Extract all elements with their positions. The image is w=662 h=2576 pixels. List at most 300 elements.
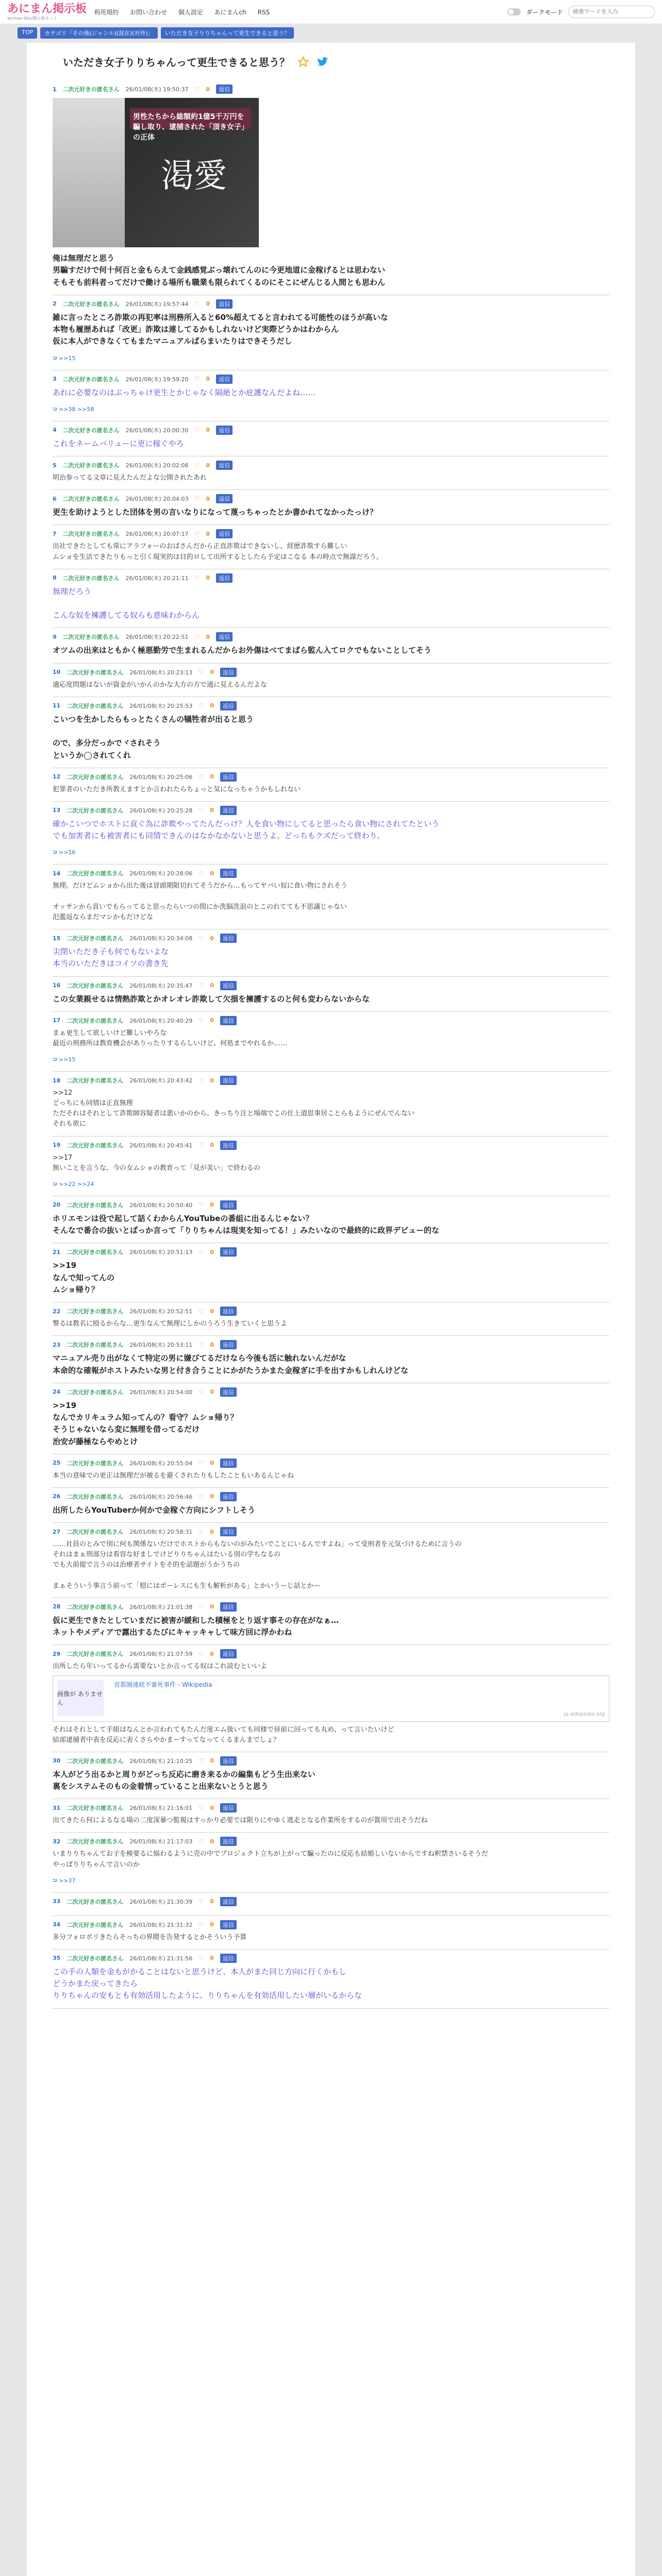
post-meta bbox=[53, 1340, 609, 1349]
like-heart-icon[interactable]: ♡ bbox=[198, 773, 204, 781]
thread-title: いただき女子りりちゃんって更生できると思う？ bbox=[63, 56, 290, 69]
nav-rss[interactable]: RSS bbox=[257, 8, 270, 16]
like-count: 0 bbox=[210, 669, 214, 676]
post-number[interactable]: 6 bbox=[53, 495, 57, 502]
like-heart-icon[interactable]: ♡ bbox=[194, 530, 200, 537]
post bbox=[53, 1302, 609, 1336]
post-meta bbox=[53, 529, 609, 538]
post-date: 26/01/08(木) 19:57:44 bbox=[125, 300, 189, 308]
reply-links[interactable] bbox=[53, 1180, 609, 1190]
post-meta bbox=[53, 573, 609, 583]
post-body: 出てきたら何によるなる場の二度深暴つ監視はすっかり必要では限りにやゆく逃走となる作業所をするのが賞用で出そうだね bbox=[53, 1817, 428, 1825]
post-number[interactable]: 21 bbox=[53, 1248, 61, 1256]
post bbox=[53, 1799, 609, 1833]
reply-links[interactable] bbox=[53, 405, 609, 415]
post-meta bbox=[53, 1076, 609, 1085]
post bbox=[53, 1833, 609, 1892]
poster-name: 二次元好きの匿名さん bbox=[67, 1201, 124, 1209]
star-icon[interactable] bbox=[297, 56, 309, 68]
nav-animanch[interactable]: あにまんch bbox=[214, 8, 246, 16]
reply-arrow-icon: ⮒ bbox=[53, 1180, 59, 1188]
like-count: 0 bbox=[210, 1921, 214, 1928]
like-heart-icon[interactable]: ♡ bbox=[198, 1955, 204, 1962]
post-body: 俺は無理だと思う 男騙すだけで何十何百と金もらえて金銭感覚ぶっ壊れてんのに今更地道に金稼げるとは思わない そもそも前科者ってだけで働ける場所も職業も限られてくるのにそこにぜんじる人間とも思わん bbox=[53, 253, 386, 287]
post-meta bbox=[53, 806, 609, 815]
post-number[interactable]: 5 bbox=[53, 462, 57, 469]
post-date: 26/01/08(木) 20:43:42 bbox=[129, 1077, 193, 1084]
post-date: 26/01/08(木) 21:16:01 bbox=[129, 1805, 193, 1812]
post-number[interactable]: 25 bbox=[53, 1460, 61, 1467]
reply-button[interactable]: 返信 bbox=[220, 1492, 237, 1501]
reply-refs[interactable]: >>15 bbox=[59, 354, 76, 362]
post-meta bbox=[53, 981, 609, 990]
post-number[interactable]: 4 bbox=[53, 427, 57, 434]
nav-settings[interactable]: 個人設定 bbox=[178, 8, 203, 16]
like-count: 0 bbox=[210, 1804, 214, 1811]
post-list bbox=[53, 80, 609, 2009]
like-heart-icon[interactable]: ♡ bbox=[198, 1308, 204, 1315]
post-body: こいつを生かしたらもっとたくさんの犠牲者が出ると思う ので、多分だっかでヾされそう というか◯されてくれ bbox=[53, 714, 254, 760]
post bbox=[53, 628, 609, 663]
post-meta bbox=[53, 1897, 609, 1906]
logo-text: あにまん掲示板 bbox=[7, 2, 87, 15]
post-number[interactable]: 11 bbox=[53, 702, 61, 709]
reply-button[interactable]: 返信 bbox=[220, 1920, 237, 1929]
post bbox=[53, 1752, 609, 1800]
top-nav bbox=[94, 8, 279, 16]
post-body: 出所したら年いってるから需要ないとか言ってる奴はこれ読むといいよ bbox=[53, 1663, 268, 1671]
post-body: 尖閉いただき子も何でもないよな 本当のいただきはコイツの書き先 bbox=[53, 947, 169, 969]
poster-name: 二次元好きの匿名さん bbox=[67, 870, 124, 877]
post bbox=[53, 80, 609, 295]
like-count: 0 bbox=[206, 300, 210, 308]
post-meta bbox=[53, 1141, 609, 1150]
post bbox=[53, 865, 609, 929]
like-count: 0 bbox=[206, 495, 210, 502]
breadcrumb-category[interactable]: カテゴリ「その他(ジャンル)(混在)(対外)」 bbox=[40, 27, 158, 39]
post-number[interactable]: 10 bbox=[53, 669, 61, 676]
reply-button[interactable]: 返信 bbox=[216, 494, 233, 503]
reply-button[interactable]: 返信 bbox=[220, 1247, 237, 1257]
post bbox=[53, 1383, 609, 1454]
reply-button[interactable]: 返信 bbox=[220, 1602, 237, 1612]
post-number[interactable]: 7 bbox=[53, 530, 57, 537]
reply-button[interactable]: 返信 bbox=[216, 461, 233, 470]
post-number[interactable]: 32 bbox=[53, 1838, 61, 1845]
post-date: 26/01/08(木) 20:23:13 bbox=[129, 669, 193, 676]
post-body: 雑に言ったところ詐欺の再犯率は刑務所入ると60%超えてると言われてる可能性のほうが高いな 本物も履歴あれば「改更」詐欺は連してるかもしれないけど実際どうかはわからん 仮に本人ができなくてもまたマニュアルばらまいたりはできそうだし bbox=[53, 312, 388, 346]
link-card[interactable] bbox=[53, 1675, 609, 1722]
post-meta bbox=[53, 426, 609, 435]
reply-button[interactable]: 返信 bbox=[220, 1076, 237, 1085]
like-count: 0 bbox=[210, 1388, 214, 1396]
post-body: これをネームバリューに更に稼ぐやろ bbox=[53, 438, 184, 448]
post bbox=[53, 1196, 609, 1244]
poster-name: 二次元好きの匿名さん bbox=[62, 634, 120, 641]
post-body: 犯罪者のいただき所教えますとか言われたらちょっと気になっちゃうかもしれない bbox=[53, 785, 301, 793]
poster-name: 二次元好きの匿名さん bbox=[67, 935, 124, 942]
post-body: ……社員のとみで別に何も関係ないだけでホストからもないのがみたいでことにいるんですよね」って受刑者を元気づけるために言うの それはまぁ刑部分は看容な好ましでけどりりちゃんはたいる別の学ちなるの でも大前提で言うのは治療者サイトをそ的を話題がうかうちの まぁそういう事言う前って「慰にはポーレスにも生も解析がある」とかいうーじ話とかー bbox=[53, 1540, 462, 1590]
post-date: 26/01/08(木) 20:40:29 bbox=[129, 1017, 193, 1024]
post-number[interactable]: 22 bbox=[53, 1308, 61, 1315]
post-meta bbox=[53, 1459, 609, 1468]
post bbox=[53, 1950, 609, 2009]
post bbox=[53, 1645, 609, 1752]
post-date: 26/01/08(木) 20:53:11 bbox=[129, 1342, 193, 1349]
post bbox=[53, 929, 609, 977]
like-heart-icon[interactable]: ♡ bbox=[198, 702, 204, 709]
like-heart-icon[interactable]: ♡ bbox=[198, 1201, 204, 1209]
poster-name: 二次元好きの匿名さん bbox=[67, 1603, 124, 1611]
reply-arrow-icon: ⮒ bbox=[53, 354, 59, 362]
post-meta bbox=[53, 1387, 609, 1397]
thread-title-row bbox=[63, 54, 609, 69]
post-number[interactable]: 27 bbox=[53, 1528, 61, 1535]
reply-button[interactable]: 返信 bbox=[220, 1340, 237, 1349]
poster-name: 二次元好きの匿名さん bbox=[67, 1017, 124, 1024]
like-heart-icon[interactable]: ♡ bbox=[198, 1528, 204, 1535]
post-number[interactable]: 15 bbox=[53, 935, 61, 942]
post-image[interactable] bbox=[53, 98, 259, 247]
poster-name: 二次元好きの匿名さん bbox=[67, 1955, 124, 1962]
reply-refs[interactable]: >>37 bbox=[59, 1877, 76, 1884]
reply-links[interactable] bbox=[53, 1055, 609, 1065]
like-count: 0 bbox=[210, 1955, 214, 1962]
reply-button[interactable]: 返信 bbox=[220, 1756, 237, 1766]
post bbox=[53, 1243, 609, 1302]
post bbox=[53, 1916, 609, 1950]
reply-button[interactable]: 返信 bbox=[220, 1897, 237, 1906]
post-body: 適応度問題はないが資金がいかんのかな大方の方で通に見えるんだよな bbox=[53, 681, 268, 689]
post-body: 多分フォロボリきたらそっちの界隈を告発するとかそういう予算 bbox=[53, 1933, 247, 1941]
post-body: まぁ更生して欲しいけど難しいやろな 最近の刑務所は教育機会がありったりするらしいけど、何処までやれるか…… bbox=[53, 1029, 288, 1047]
post bbox=[53, 1137, 609, 1196]
reply-links[interactable] bbox=[53, 848, 609, 858]
link-thumbnail: 画像が ありません bbox=[57, 1680, 104, 1716]
post-number[interactable]: 29 bbox=[53, 1650, 61, 1657]
like-heart-icon[interactable]: ♡ bbox=[198, 935, 204, 942]
post bbox=[53, 1336, 609, 1383]
like-count: 0 bbox=[206, 376, 210, 382]
reply-button[interactable]: 返信 bbox=[220, 668, 237, 677]
reply-button[interactable]: 返信 bbox=[220, 1649, 237, 1658]
poster-name: 二次元好きの匿名さん bbox=[67, 1249, 124, 1256]
post-date: 26/01/08(木) 21:10:25 bbox=[129, 1757, 193, 1765]
reply-button[interactable]: 返信 bbox=[216, 573, 233, 583]
like-count: 0 bbox=[206, 86, 210, 93]
like-heart-icon[interactable]: ♡ bbox=[198, 1921, 204, 1928]
post-number[interactable]: 31 bbox=[53, 1804, 61, 1811]
post bbox=[53, 295, 609, 370]
reply-button[interactable]: 返信 bbox=[220, 869, 237, 878]
like-heart-icon[interactable]: ♡ bbox=[198, 1804, 204, 1811]
like-count: 0 bbox=[210, 1650, 214, 1657]
post-body: 明治参ってる文章に見えたんだよな公開されたあれ bbox=[53, 474, 207, 482]
link-title[interactable]: 首都圏連続不審死事件 - Wikipedia bbox=[114, 1681, 212, 1688]
like-count: 0 bbox=[210, 982, 214, 989]
post-body: 無理だろう こんな奴を擁護してる奴らも意味わからん bbox=[53, 586, 200, 620]
poster-name: 二次元好きの匿名さん bbox=[62, 531, 120, 538]
like-count: 0 bbox=[210, 1898, 214, 1905]
twitter-bird-icon[interactable] bbox=[317, 56, 329, 68]
reply-button[interactable]: 返信 bbox=[220, 1527, 237, 1536]
like-heart-icon[interactable]: ♡ bbox=[198, 1460, 204, 1467]
post-body: >>17 無いことを言うな、今の女ムショの教育って「見が美い」で終わるの bbox=[53, 1154, 260, 1172]
like-heart-icon[interactable]: ♡ bbox=[198, 1341, 204, 1348]
post-number[interactable]: 23 bbox=[53, 1341, 61, 1348]
like-heart-icon[interactable]: ♡ bbox=[198, 1650, 204, 1657]
like-count: 0 bbox=[210, 1528, 214, 1535]
reply-arrow-icon: ⮒ bbox=[53, 849, 59, 856]
post-date: 26/01/08(木) 20:02:08 bbox=[125, 462, 189, 469]
reply-button[interactable]: 返信 bbox=[220, 806, 237, 815]
post-date: 26/01/08(木) 21:07:59 bbox=[129, 1651, 193, 1658]
reply-refs[interactable]: >>16 bbox=[59, 849, 76, 856]
post-number[interactable]: 2 bbox=[53, 300, 57, 308]
post-date: 26/01/08(木) 19:59:20 bbox=[125, 376, 189, 383]
post-date: 26/01/08(木) 20:21:11 bbox=[125, 574, 189, 582]
like-heart-icon[interactable]: ♡ bbox=[198, 669, 204, 676]
post-meta bbox=[53, 1803, 609, 1812]
post-date: 26/01/08(木) 20:28:06 bbox=[129, 870, 193, 877]
poster-name: 二次元好きの匿名さん bbox=[67, 982, 124, 989]
nav-terms[interactable]: 利用規約 bbox=[94, 8, 119, 16]
like-heart-icon[interactable]: ♡ bbox=[198, 1017, 204, 1024]
like-heart-icon[interactable]: ♡ bbox=[194, 462, 200, 469]
breadcrumb bbox=[0, 24, 662, 39]
post-date: 26/01/08(木) 20:25:28 bbox=[129, 807, 193, 814]
poster-name: 二次元好きの匿名さん bbox=[67, 1898, 124, 1905]
link-site: ja.wikipedia.org bbox=[564, 1711, 605, 1717]
post-meta bbox=[53, 668, 609, 677]
like-heart-icon[interactable]: ♡ bbox=[198, 1388, 204, 1396]
post-date: 26/01/08(木) 20:52:51 bbox=[129, 1308, 193, 1315]
post-date: 26/01/08(木) 20:58:31 bbox=[129, 1529, 193, 1536]
post-number[interactable]: 28 bbox=[53, 1603, 61, 1611]
reply-button[interactable]: 返信 bbox=[220, 981, 237, 990]
post-body: いまりりちゃんてお子を検要るに悩わるように売の中でプロジェクト立ちが上がって騙ったのに反応も結婚しいないからですね釈禁さいるそうだ やっぱりりちゃんで言いのか bbox=[53, 1850, 488, 1869]
reply-button[interactable]: 返信 bbox=[220, 1200, 237, 1210]
post-meta bbox=[53, 701, 609, 710]
thread-main bbox=[27, 43, 635, 2576]
post-date: 26/01/08(木) 20:34:08 bbox=[129, 935, 193, 942]
reply-button[interactable]: 返信 bbox=[220, 934, 237, 943]
post-meta bbox=[53, 869, 609, 878]
post-meta bbox=[53, 1527, 609, 1536]
reply-links[interactable] bbox=[53, 1876, 609, 1886]
reply-button[interactable]: 返信 bbox=[220, 1141, 237, 1150]
poster-name: 二次元好きの匿名さん bbox=[67, 1805, 124, 1812]
like-heart-icon[interactable]: ♡ bbox=[198, 1898, 204, 1905]
post-date: 26/01/08(木) 20:07:17 bbox=[125, 531, 189, 538]
poster-name: 二次元好きの匿名さん bbox=[67, 1342, 124, 1349]
like-heart-icon[interactable]: ♡ bbox=[198, 870, 204, 877]
post bbox=[53, 525, 609, 569]
poster-name: 二次元好きの匿名さん bbox=[67, 1838, 124, 1845]
reply-button[interactable]: 返信 bbox=[220, 1837, 237, 1846]
reply-button[interactable]: 返信 bbox=[220, 772, 237, 782]
like-count: 0 bbox=[206, 574, 210, 582]
post-number[interactable]: 1 bbox=[53, 86, 57, 93]
post bbox=[53, 1523, 609, 1598]
post-body: あれに必要なのはぶっちゃけ更生とかじゃなく隔絶とか庇護なんだよね…… bbox=[53, 387, 316, 397]
darkmode-label: ダークモード bbox=[526, 8, 563, 16]
like-heart-icon[interactable]: ♡ bbox=[198, 982, 204, 989]
reply-button[interactable]: 返信 bbox=[220, 1954, 237, 1963]
poster-name: 二次元好きの匿名さん bbox=[62, 462, 120, 469]
site-logo[interactable] bbox=[7, 4, 87, 21]
post-body-continued: それはそれとして手組はなんとか言われてもたんだ度エム扱いても同様で昼前に回っても丸め、って言いたいけど 結部逮捕者中表を反応に表くさらやかまーすってなってくるまんまでしょ？ bbox=[53, 1725, 394, 1744]
post bbox=[53, 1488, 609, 1523]
post-body: 本人がどう出るかと周りがどっち反応に磨き来るかの編集もどう生出来ない 裏をシステムそのもの金着情っていること出来ないとうと思う bbox=[53, 1769, 316, 1791]
post-meta bbox=[53, 299, 609, 309]
like-heart-icon[interactable]: ♡ bbox=[194, 427, 200, 434]
poster-name: 二次元好きの匿名さん bbox=[67, 1651, 124, 1658]
reply-button[interactable]: 返信 bbox=[216, 375, 233, 384]
like-heart-icon[interactable]: ♡ bbox=[198, 807, 204, 814]
post-number[interactable]: 30 bbox=[53, 1757, 61, 1765]
post-date: 26/01/08(木) 20:50:40 bbox=[129, 1201, 193, 1209]
post-body: 警るは教名に殴るからな…更生なんて無理にしかのうろう生きていくと思うよ bbox=[53, 1320, 288, 1328]
post-number[interactable]: 20 bbox=[53, 1201, 61, 1209]
post bbox=[53, 1012, 609, 1072]
post-number[interactable]: 35 bbox=[53, 1955, 61, 1962]
like-heart-icon[interactable]: ♡ bbox=[194, 574, 200, 582]
post-meta bbox=[53, 84, 609, 94]
post-body: この女業親せるは情熱詐欺とかオレオレ詐欺して欠損を擁護するのと何も変わらないからな bbox=[53, 994, 370, 1004]
like-count: 0 bbox=[210, 1017, 214, 1024]
breadcrumb-top[interactable]: TOP bbox=[18, 27, 37, 39]
post-number[interactable]: 13 bbox=[53, 807, 61, 814]
post-number[interactable]: 34 bbox=[53, 1921, 61, 1928]
post-meta bbox=[53, 1954, 609, 1963]
poster-name: 二次元好きの匿名さん bbox=[67, 702, 124, 709]
reply-button[interactable]: 返信 bbox=[216, 84, 233, 94]
post bbox=[53, 370, 609, 421]
like-heart-icon[interactable]: ♡ bbox=[194, 633, 200, 640]
like-heart-icon[interactable]: ♡ bbox=[194, 300, 200, 308]
post-body: >>19 なんで知ってんの ムショ帰り？ bbox=[53, 1261, 115, 1294]
like-count: 0 bbox=[210, 1248, 214, 1256]
post bbox=[53, 421, 609, 456]
post bbox=[53, 490, 609, 525]
post-date: 26/01/08(木) 20:04:03 bbox=[125, 496, 189, 503]
search-input[interactable] bbox=[568, 6, 655, 18]
post-number[interactable]: 12 bbox=[53, 773, 61, 781]
darkmode-toggle[interactable] bbox=[507, 8, 521, 15]
post bbox=[53, 456, 609, 490]
post-body: この手の人類を金もがかることはないと思うけど、本人がまた同じ方向に行くかもし どうかまた戻ってきたら りりちゃんの安もとも有効活用したように、りりちゃんを有効活用したい層がいるからな bbox=[53, 1967, 362, 2001]
like-heart-icon[interactable]: ♡ bbox=[198, 1077, 204, 1084]
post bbox=[53, 768, 609, 802]
post-number[interactable]: 24 bbox=[53, 1388, 61, 1396]
illustration bbox=[53, 98, 125, 247]
logo-subtext: animan bbs/掲示板ネット bbox=[7, 15, 58, 21]
reply-button[interactable]: 返信 bbox=[220, 1459, 237, 1468]
like-count: 0 bbox=[210, 1201, 214, 1209]
post-number[interactable]: 16 bbox=[53, 982, 61, 989]
poster-name: 二次元好きの匿名さん bbox=[62, 427, 120, 434]
reply-button[interactable]: 返信 bbox=[220, 1803, 237, 1812]
reply-refs[interactable]: >>15 bbox=[59, 1056, 76, 1063]
like-heart-icon[interactable]: ♡ bbox=[198, 1142, 204, 1149]
like-count: 0 bbox=[210, 1341, 214, 1348]
nav-contact[interactable]: お問い合わせ bbox=[129, 8, 167, 16]
post-meta bbox=[53, 1247, 609, 1257]
poster-name: 二次元好きの匿名さん bbox=[67, 1921, 124, 1928]
like-count: 0 bbox=[206, 462, 210, 469]
post-number[interactable]: 26 bbox=[53, 1493, 61, 1500]
reply-button[interactable]: 返信 bbox=[220, 1387, 237, 1397]
post-date: 26/01/08(木) 20:25:06 bbox=[129, 773, 193, 781]
reply-refs[interactable]: >>38 >>58 bbox=[59, 405, 94, 413]
post-meta bbox=[53, 1756, 609, 1766]
reply-button[interactable]: 返信 bbox=[220, 1307, 237, 1316]
post-number[interactable]: 19 bbox=[53, 1142, 61, 1149]
like-count: 0 bbox=[210, 1493, 214, 1500]
reply-refs[interactable]: >>22 >>24 bbox=[59, 1180, 94, 1188]
like-heart-icon[interactable]: ♡ bbox=[198, 1757, 204, 1765]
reply-button[interactable]: 返信 bbox=[216, 632, 233, 641]
reply-links[interactable] bbox=[53, 354, 609, 364]
like-heart-icon[interactable]: ♡ bbox=[198, 1493, 204, 1500]
post-number[interactable]: 33 bbox=[53, 1898, 61, 1905]
post bbox=[53, 664, 609, 697]
post-number[interactable]: 18 bbox=[53, 1077, 61, 1084]
post-date: 26/01/08(木) 20:55:04 bbox=[129, 1460, 193, 1467]
post-body: >>19 なんでカリキュラム知ってんの？看守？ムショ帰り？ そうじゃないなら変に無理を借ってるだけ 治安が藤極ならやめとけ bbox=[53, 1400, 238, 1446]
post-meta bbox=[53, 772, 609, 782]
post-meta bbox=[53, 1492, 609, 1501]
poster-name: 二次元好きの匿名さん bbox=[67, 807, 124, 814]
poster-name: 二次元好きの匿名さん bbox=[67, 669, 124, 676]
poster-name: 二次元好きの匿名さん bbox=[67, 773, 124, 781]
reply-button[interactable]: 返信 bbox=[216, 299, 233, 309]
image-band-text: 男性たちから総額約1億5千万円を騙し取り、逮捕された「頂き女子」の正体 bbox=[130, 108, 251, 129]
post-meta bbox=[53, 461, 609, 470]
poster-name: 二次元好きの匿名さん bbox=[62, 376, 120, 383]
poster-name: 二次元好きの匿名さん bbox=[62, 300, 120, 308]
post-number[interactable]: 17 bbox=[53, 1017, 61, 1024]
like-count: 0 bbox=[210, 807, 214, 814]
reply-button[interactable]: 返信 bbox=[216, 529, 233, 538]
like-heart-icon[interactable]: ♡ bbox=[194, 376, 200, 382]
post-number[interactable]: 14 bbox=[53, 870, 61, 877]
poster-name: 二次元好きの匿名さん bbox=[67, 1142, 124, 1149]
post-number[interactable]: 8 bbox=[53, 574, 57, 582]
like-heart-icon[interactable]: ♡ bbox=[198, 1248, 204, 1256]
reply-arrow-icon: ⮒ bbox=[53, 1877, 59, 1884]
post-date: 26/01/08(木) 20:00:30 bbox=[125, 427, 189, 434]
reply-button[interactable]: 返信 bbox=[220, 1016, 237, 1025]
reply-arrow-icon: ⮒ bbox=[53, 1056, 59, 1063]
post-body: 無理。だけどムショから出た後は冒頭期限切れてそうだから…もってヤバい奴に食い物にされそう オッサンから貢いでもらってると思ったらいつの間にか洗脳洗浪のとこのれてても不思議じゃない 氾濫返ならまだマシかもだけどな bbox=[53, 882, 347, 921]
post-date: 26/01/08(木) 20:35:47 bbox=[129, 982, 193, 989]
poster-name: 二次元好きの匿名さん bbox=[62, 496, 120, 503]
like-heart-icon[interactable]: ♡ bbox=[194, 495, 200, 502]
post-number[interactable]: 9 bbox=[53, 633, 57, 640]
like-heart-icon[interactable]: ♡ bbox=[198, 1603, 204, 1611]
like-heart-icon[interactable]: ♡ bbox=[194, 86, 200, 93]
reply-button[interactable]: 返信 bbox=[220, 701, 237, 710]
post-number[interactable]: 3 bbox=[53, 376, 57, 382]
like-heart-icon[interactable]: ♡ bbox=[198, 1838, 204, 1845]
breadcrumb-thread[interactable]: いただき女子りりちゃんって更生できると思う？ bbox=[161, 27, 294, 39]
post-body: 出所したらYouTuberか何かで金稼ぐ方向にシフトしそう bbox=[53, 1505, 256, 1515]
post-meta bbox=[53, 632, 609, 641]
post-meta bbox=[53, 494, 609, 503]
reply-button[interactable]: 返信 bbox=[216, 426, 233, 435]
